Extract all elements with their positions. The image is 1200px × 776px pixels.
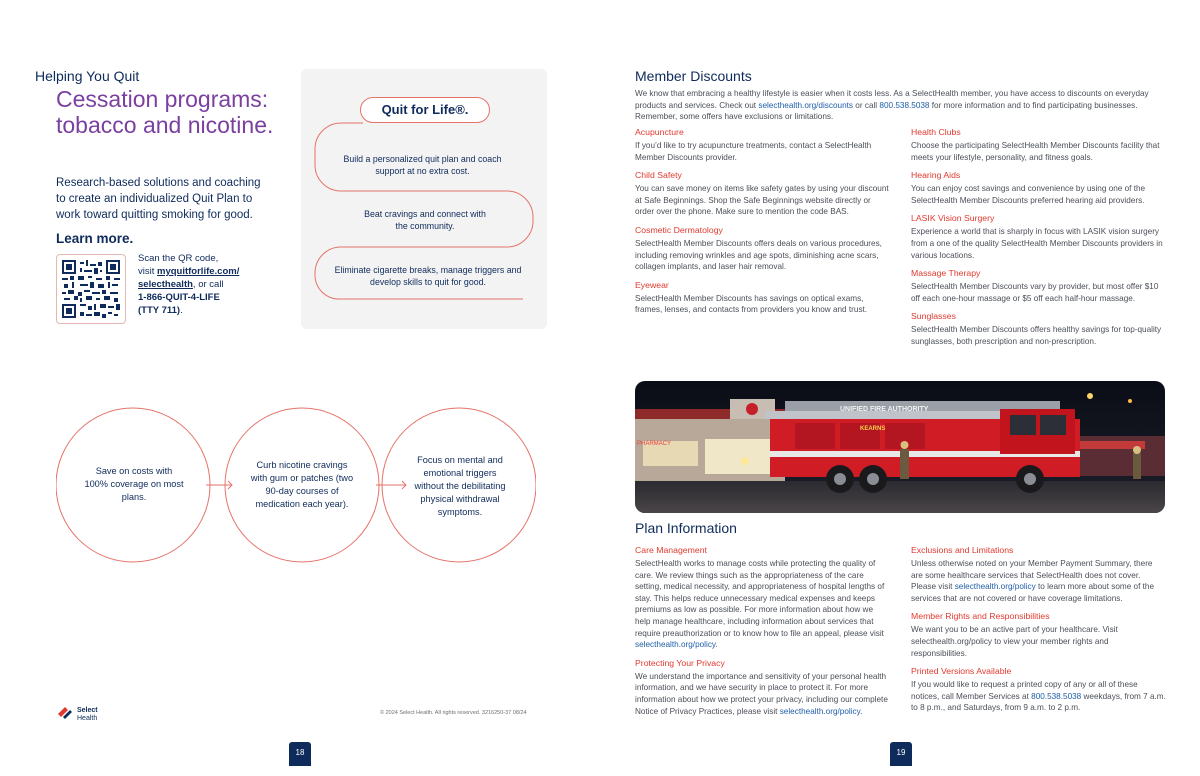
plan-right-column (911, 545, 1166, 721)
section-label: Helping You Quit (35, 68, 140, 84)
discount-heading: Acupuncture (635, 127, 684, 137)
discount-heading: Child Safety (635, 170, 682, 181)
visit-text: visit (138, 266, 157, 277)
discount-massage (911, 268, 1166, 304)
discount-heading: Massage Therapy (911, 268, 981, 279)
printed-versions: Printed Versions Available If you would like to request a printed copy of any or all of these notices, call Member Services at 800.538.5038 weekdays, from 7 a.m. to 8 p.m., and Saturdays, from 9 a.m. to 2 p.m. (911, 666, 1166, 713)
discount-text: SelectHealth Member Discounts vary by provider, but most offer $10 off each one-hour massage or $5 off each half-hour massage. (911, 282, 1159, 303)
exclusions-limitations: Exclusions and Limitations Unless otherwise noted on your Member Payment Summary, there are some healthcare services that SelectHealth does not cover. Please visit selecthealth.org/policy to learn more about some of the services that are not covered or have coverage limitations. (911, 545, 1166, 604)
scan-instructions (138, 252, 268, 317)
fire-truck-photo (635, 381, 1165, 513)
quit-phone-number[interactable]: 1-866-QUIT-4-LIFE (138, 292, 220, 303)
member-rights (911, 611, 1166, 659)
policy-link-exclusions[interactable]: selecthealth.org/policy (954, 582, 1036, 592)
plan-information-title: Plan Information (635, 520, 737, 536)
care-management-text: SelectHealth works to manage costs while protecting the quality of care. We review things such as the appropriateness of the care setting, medical necessity, and appropriateness of hospital lengths of stay. This helps reduce unnecessary medical expenses and keeps premiums as low as possible. For more information about how we help manage healthcare, including information about services that require preauthorization or to know how to file an appeal, please visit (635, 559, 885, 638)
member-discounts-title: Member Discounts (635, 68, 752, 84)
fire-truck-illustration (635, 381, 1165, 513)
rights-text: We want you to be an active part of your healthcare. Visit selecthealth.org/policy to view your member rights and responsibilities. (911, 625, 1118, 658)
discount-heading: Health Clubs (911, 127, 961, 137)
discounts-right-column (911, 127, 1166, 355)
discount-text: Experience a world that is sharply in focus with LASIK vision surgery from a one of the quality SelectHealth Member Discounts providers in various locations. (911, 227, 1163, 260)
discount-acupuncture (635, 127, 890, 163)
quitforlife-link-2[interactable]: selecthealth (138, 279, 193, 290)
quit-for-life-badge: Quit for Life®. (360, 97, 490, 123)
discounts-phone[interactable]: 800.538.5038 (879, 100, 930, 110)
benefit-cravings: Curb nicotine cravings with gum or patches (two 90-day courses of medication each year). (250, 460, 354, 509)
discount-text: Choose the participating SelectHealth Member Discounts facility that meets your lifestyle, personality, and fitness goals. (911, 141, 1160, 162)
select-health-logo: Select Health (77, 707, 98, 722)
exclusions-heading: Exclusions and Limitations (911, 545, 1014, 555)
quit-step-3: Eliminate cigarette breaks, manage triggers and develop skills to quit for good. (334, 265, 522, 287)
policy-link-care[interactable]: selecthealth.org/policy (635, 640, 716, 650)
discount-heading: Cosmetic Dermatology (635, 224, 723, 235)
care-management-heading: Care Management (635, 545, 707, 555)
learn-more-heading: Learn more. (56, 231, 134, 246)
rights-heading: Member Rights and Responsibilities (911, 611, 1050, 622)
discount-hearing-aids (911, 170, 1166, 206)
protecting-privacy: Protecting Your Privacy We understand the importance and sensitivity of your personal health information, and we have security in place to protect it. For more information about how we protect your privacy, including our complete Notice of Privacy Practices, please visit selecthealth.org/policy. (635, 658, 890, 717)
care-management: Care Management SelectHealth works to manage costs while protecting the quality of care. We review things such as the appropriateness of the care setting, medical necessity, and appropriateness of hospital lengths of stay. This helps reduce unnecessary medical expenses and keeps premiums as low as possible. For more information about how we help manage healthcare, including information about services that require preauthorization or to know how to file an appeal, please visit selecthealth.org/policy. (635, 545, 890, 651)
qr-code-icon (62, 260, 120, 318)
quit-step-2: Beat cravings and connect with the community. (364, 209, 486, 231)
intro-text: Research-based solutions and coaching to create an individualized Quit Plan to work toward quitting smoking for good. (56, 177, 261, 221)
discount-heading: LASIK Vision Surgery (911, 213, 995, 224)
discount-lasik (911, 213, 1166, 261)
discount-heading: Eyewear (635, 279, 669, 290)
printed-heading: Printed Versions Available (911, 666, 1012, 677)
discount-text: SelectHealth Member Discounts has savings on optical exams, frames, lenses, and contacts from providers you know and trust. (635, 293, 868, 315)
discount-eyewear (635, 280, 890, 316)
plan-left-column (635, 545, 890, 724)
truck-lettering: UNIFIED FIRE AUTHORITY (840, 406, 929, 413)
benefit-triggers: Focus on mental and emotional triggers without the debilitating physical withdrawal symptoms. (414, 455, 506, 517)
discount-text: If you’d like to try acupuncture treatments, contact a SelectHealth Member Discounts provider. (635, 141, 872, 162)
truck-name: KEARNS (860, 426, 886, 432)
discount-health-clubs (911, 127, 1166, 163)
discount-child-safety (635, 170, 890, 218)
discount-sunglasses (911, 311, 1166, 347)
discounts-link[interactable]: selecthealth.org/discounts (758, 100, 854, 110)
member-discounts-intro: We know that embracing a healthy lifestyle is easier when it costs less. As a SelectHealth member, you have access to discounts on everyday products and services. Check out selecthealth.org/discounts or call 800.538.5038 for more information and to find participating businesses. Remember, some offers have exclusions or limitations. (635, 89, 1149, 122)
discount-heading: Sunglasses (911, 311, 956, 322)
page-number-19: 19 (890, 742, 912, 766)
discount-text: You can save money on items like safety gates by using your discount at Safe Beginnings. Shop the Safe Beginnings website directly or order over the phone. Make sure to mention the code BAS. (635, 184, 889, 217)
select-health-logo-icon (56, 704, 74, 720)
copyright: © 2024 Select Health. All rights reserved. 3216250-37 08/24 (380, 710, 527, 716)
scan-period: . (180, 305, 183, 316)
page-title: Cessation programs: tobacco and nicotine. (56, 86, 274, 138)
quitforlife-link[interactable]: myquitforlife.com/ (157, 266, 240, 277)
or-call-text: , or call (192, 279, 224, 290)
qr-code[interactable] (56, 254, 126, 324)
quit-step-1: Build a personalized quit plan and coach support at no extra cost. (343, 154, 502, 176)
discount-text: You can enjoy cost savings and convenience by using one of the SelectHealth Member Discounts preferred hearing aid providers. (911, 184, 1146, 205)
privacy-text: We understand the importance and sensitivity of your personal health information, and we have security in place to protect it. For more information about how we protect your privacy, including our complete Notice of Privacy Practices, please visit (635, 671, 888, 716)
discount-text: SelectHealth Member Discounts offers healthy savings for top-quality sunglasses, both prescription and non-prescription. (911, 325, 1162, 346)
scan-line: Scan the QR code, (138, 253, 219, 264)
member-services-phone[interactable]: 800.538.5038 (1031, 691, 1082, 701)
discount-cosmetic-dermatology (635, 225, 890, 273)
discount-text: SelectHealth Member Discounts offers deals on various procedures, including removing wrinkles and age spots, diminishing acne scars, collagen implants, and laser hair removal. (635, 238, 882, 272)
page-number-18: 18 (289, 742, 311, 766)
discounts-left-column (635, 127, 890, 323)
tty-number: (TTY 711) (138, 305, 181, 316)
store-sign: PHARMACY (637, 441, 672, 447)
benefit-cost: Save on costs with 100% coverage on most plans. (84, 466, 184, 502)
policy-link-privacy[interactable]: selecthealth.org/policy (779, 706, 861, 716)
privacy-heading: Protecting Your Privacy (635, 657, 725, 668)
discount-heading: Hearing Aids (911, 170, 961, 181)
